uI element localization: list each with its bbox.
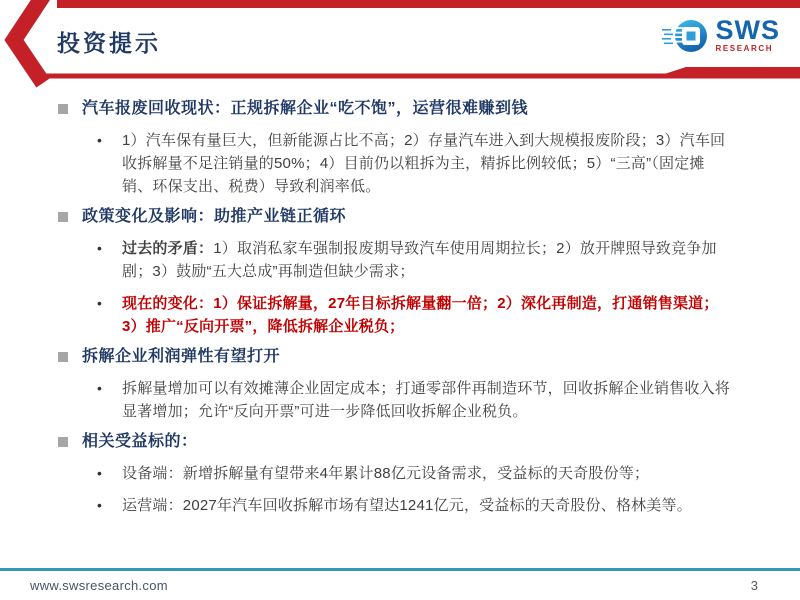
bullet-text: 1）汽车保有量巨大，但新能源占比不高；2）存量汽车进入到大规模报废阶段；3）汽车回收拆解量不足注销量的50%；4）目前仍以粗拆为主，精拆比例较低；5）“三高”（固定摊销、环保支出、税费）导致利润率低。 [122,132,726,195]
dot-bullet-icon: • [97,295,102,311]
list-item [97,129,765,198]
section-profit-elasticity [58,347,765,423]
sws-logo [662,13,780,57]
square-bullet-icon [58,212,68,222]
logo-brand-text: SWS [715,15,780,45]
page-title: 投资提示 [57,30,161,56]
section-heading-row [58,99,765,118]
header-underline-bar [36,67,800,79]
square-bullet-icon [58,437,68,447]
list-item [97,462,765,485]
dot-bullet-icon: • [97,465,102,481]
footer-website: www.swsresearch.com [30,578,168,593]
bullet-text: 设备端：新增拆解量有望带来4年累计88亿元设备需求，受益标的天奇股份等； [122,465,650,482]
bullet-text: 拆解量增加可以有效摊薄企业固定成本；打通零部件再制造环节，回收拆解企业销售收入将显著增加；允许“反向开票”可进一步降低回收拆解企业税负。 [122,380,731,420]
section-heading: 相关受益标的： [82,433,198,450]
section-beneficiaries [58,432,765,517]
list-item [97,377,765,423]
bullet-list [97,462,765,517]
section-heading: 汽车报废回收现状：正规拆解企业“吃不饱”，运营很难赚到钱 [82,100,529,117]
bullet-body: 1）取消私家车强制报废期导致汽车使用周期拉长；2）放开牌照导致竞争加剧；3）鼓励“五大总成”再制造但缺少需求； [122,240,717,280]
logo-sub-text: RESEARCH [715,44,774,53]
bullet-prefix: 过去的矛盾： [122,240,214,257]
logo-wordmark [715,17,780,53]
bullet-text: 运营端：2027年汽车回收拆解市场有望达1241亿元，受益标的天奇股份、格林美等。 [122,497,692,514]
bullet-body: 1）保证拆解量，27年目标拆解量翻一倍；2）深化再制造，打通销售渠道；3）推广“反向开票”，降低拆解企业税负； [122,295,719,335]
slide-body [0,99,800,526]
left-chevron-icon [14,0,45,83]
dot-bullet-icon: • [97,380,102,396]
section-heading-row [58,347,765,366]
bullet-list [97,237,765,338]
dot-bullet-icon: • [97,240,102,256]
bullet-list [97,129,765,198]
section-recycling-status [58,99,765,198]
sws-globe-icon [662,13,710,57]
section-heading: 拆解企业利润弹性有望打开 [82,348,281,365]
footer [0,568,800,600]
section-heading-row [58,432,765,451]
dot-bullet-icon: • [97,497,102,513]
list-item [97,292,765,338]
square-bullet-icon [58,104,68,114]
dot-bullet-icon: • [97,132,102,148]
list-item [97,494,765,517]
section-heading: 政策变化及影响：助推产业链正循环 [82,208,347,225]
section-heading-row [58,207,765,226]
square-bullet-icon [58,352,68,362]
section-policy-change [58,207,765,338]
top-red-bar [57,0,800,8]
bullet-list [97,377,765,423]
list-item [97,237,765,283]
bullet-prefix: 现在的变化： [122,295,214,312]
page-number: 3 [750,578,758,593]
bullet-text-emphasis [122,292,734,338]
bullet-text [122,237,734,283]
